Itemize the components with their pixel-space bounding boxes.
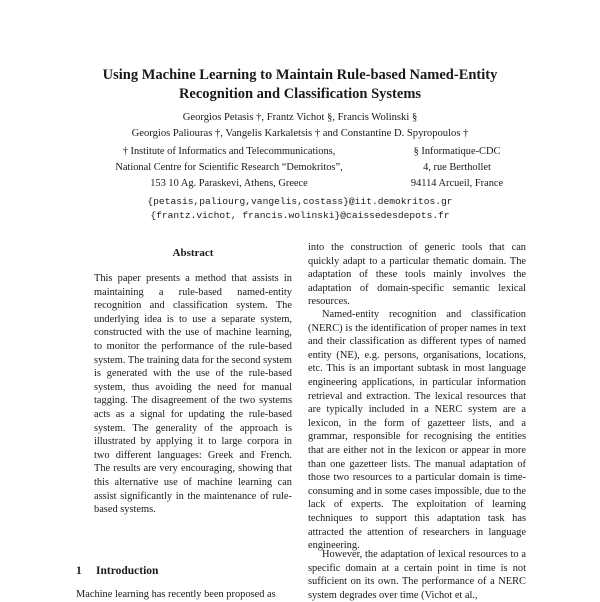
email-line-1: {petasis,paliourg,vangelis,costass}@iit.demokritos.gr bbox=[147, 196, 453, 207]
affiliation-line: 4, rue Berthollet bbox=[423, 162, 491, 173]
affiliation-line: National Centre for Scientific Research “Demokritos”, bbox=[115, 162, 343, 173]
authors-line-1: Georgios Petasis †, Frantz Vichot §, Francis Wolinski § bbox=[182, 112, 418, 123]
affiliation-cdc bbox=[392, 144, 522, 192]
affiliation-line: 94114 Arcueil, France bbox=[410, 178, 504, 189]
body-paragraph-2: Named-entity recognition and classification (NERC) is the identification of proper names in text and their classification as different types of named entity (NE), e.g. persons, organisations, locations, etc. This is an important subtask in most language engineering applications, in particular information retrieval and extraction. The lexical resources that are typically included in a NERC system are a lexicon, in the form of gazetteer lists, and a grammar, responsible for recognising the entities that are either not in the lexicon or appear in more than one gazetteer lists. The manual adaptation of those two resources to a particular domain is time-consuming and in some cases impossible, due to the lack of experts. The exploitation of learning techniques to support this adaptation task has attracted the attention of researchers in language engineering. bbox=[308, 309, 526, 552]
body-paragraph-1: into the construction of generic tools that can quickly adapt to a particular thematic domain. The adaptation of these tools mainly involves the adaptation of domain-specific semantic lexical resources. bbox=[308, 242, 526, 308]
title-line-1: Using Machine Learning to Maintain Rule-based Named-Entity bbox=[102, 67, 498, 83]
affiliation-line: 153 10 Ag. Paraskevi, Athens, Greece bbox=[150, 178, 308, 189]
affiliation-line: † Institute of Informatics and Telecommunications, bbox=[122, 146, 336, 157]
author-list bbox=[60, 110, 540, 142]
email-line-2: {frantz.vichot, francis.wolinski}@caissedesdepots.fr bbox=[150, 210, 450, 221]
section-number: 1 bbox=[76, 565, 82, 577]
affiliation-demokritos bbox=[96, 144, 362, 192]
affiliation-line: § Informatique-CDC bbox=[413, 146, 501, 157]
abstract-heading: Abstract bbox=[172, 247, 214, 259]
introduction-first-line: Machine learning has recently been proposed as bbox=[76, 589, 276, 600]
section-heading-introduction bbox=[76, 565, 158, 577]
title-line-2: Recognition and Classification Systems bbox=[178, 86, 422, 102]
body-paragraph-3: However, the adaptation of lexical resources to a specific domain at a certain point in time is not sufficient on its own. The performance of a NERC system degrades over time (Vichot et al., bbox=[308, 549, 526, 601]
abstract-text: This paper presents a method that assists in maintaining a rule-based named-entity recognition and classification system. The underlying idea is to use a separate system, constructed with the use of machine learning, to monitor the performance of the rule-based system. The training data for the second system is generated with the use of the rule-based system, thus avoiding the need for manual tagging. The disagreement of the two systems acts as a signal for updating the rule-based system. The generality of the approach is illustrated by applying it to large corpora in two different languages: Greek and French. The results are very encouraging, showing that this alternative use of machine learning can assist significantly in the maintenance of rule-based systems. bbox=[94, 273, 292, 516]
authors-line-2: Georgios Paliouras †, Vangelis Karkaletsis † and Constantine D. Spyropoulos † bbox=[131, 128, 469, 139]
author-emails bbox=[60, 195, 540, 223]
paper-title bbox=[60, 66, 540, 104]
section-title: Introduction bbox=[96, 565, 159, 577]
